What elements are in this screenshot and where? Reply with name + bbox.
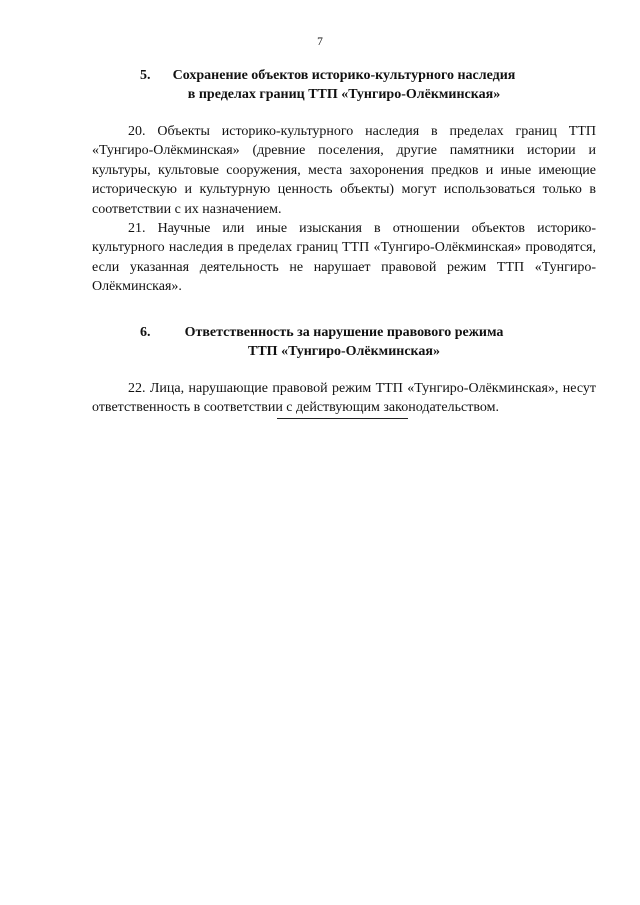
paragraph-20: 20. Объекты историко-культурного наследия в пределах границ ТТП «Тунгиро-Олёкминская» (древние поселения, другие памятники истории и культуры, культовые сооружения, места захоронения предков и иные имеющие историческую и культурную ценность объекты) могут использоваться только в соответствии с их назначением.: [92, 124, 596, 217]
section-5-number: 5.: [140, 68, 151, 83]
section-5-title-line-2: в пределах границ ТТП «Тунгиро-Олёкминская»: [187, 87, 501, 102]
document-body: [92, 66, 596, 417]
end-rule: [277, 418, 408, 419]
section-6: [92, 323, 596, 418]
section-6-title-line-1: Ответственность за нарушение правового режима: [184, 324, 504, 340]
section-6-heading: [92, 323, 596, 361]
paragraph-22: 22. Лица, нарушающие правовой режим ТТП «Тунгиро-Олёкминская», несут ответственность в соответствии с действующим законодательством.: [92, 380, 596, 416]
section-5: [92, 66, 596, 297]
paragraph-21: 21. Научные или иные изыскания в отношении объектов историко-культурного наследия в пределах границ ТТП «Тунгиро-Олёкминская» проводятся, если указанная деятельность не нарушает правовой режим ТТП «Тунгиро-Олёкминская».: [92, 221, 596, 295]
section-5-heading: [92, 66, 596, 104]
section-6-number: 6.: [140, 324, 151, 340]
page-number: 7: [317, 36, 323, 48]
section-5-title-line-1: Сохранение объектов историко-культурного наследия: [172, 68, 516, 83]
section-6-title-line-2: ТТП «Тунгиро-Олёкминская»: [248, 343, 440, 359]
